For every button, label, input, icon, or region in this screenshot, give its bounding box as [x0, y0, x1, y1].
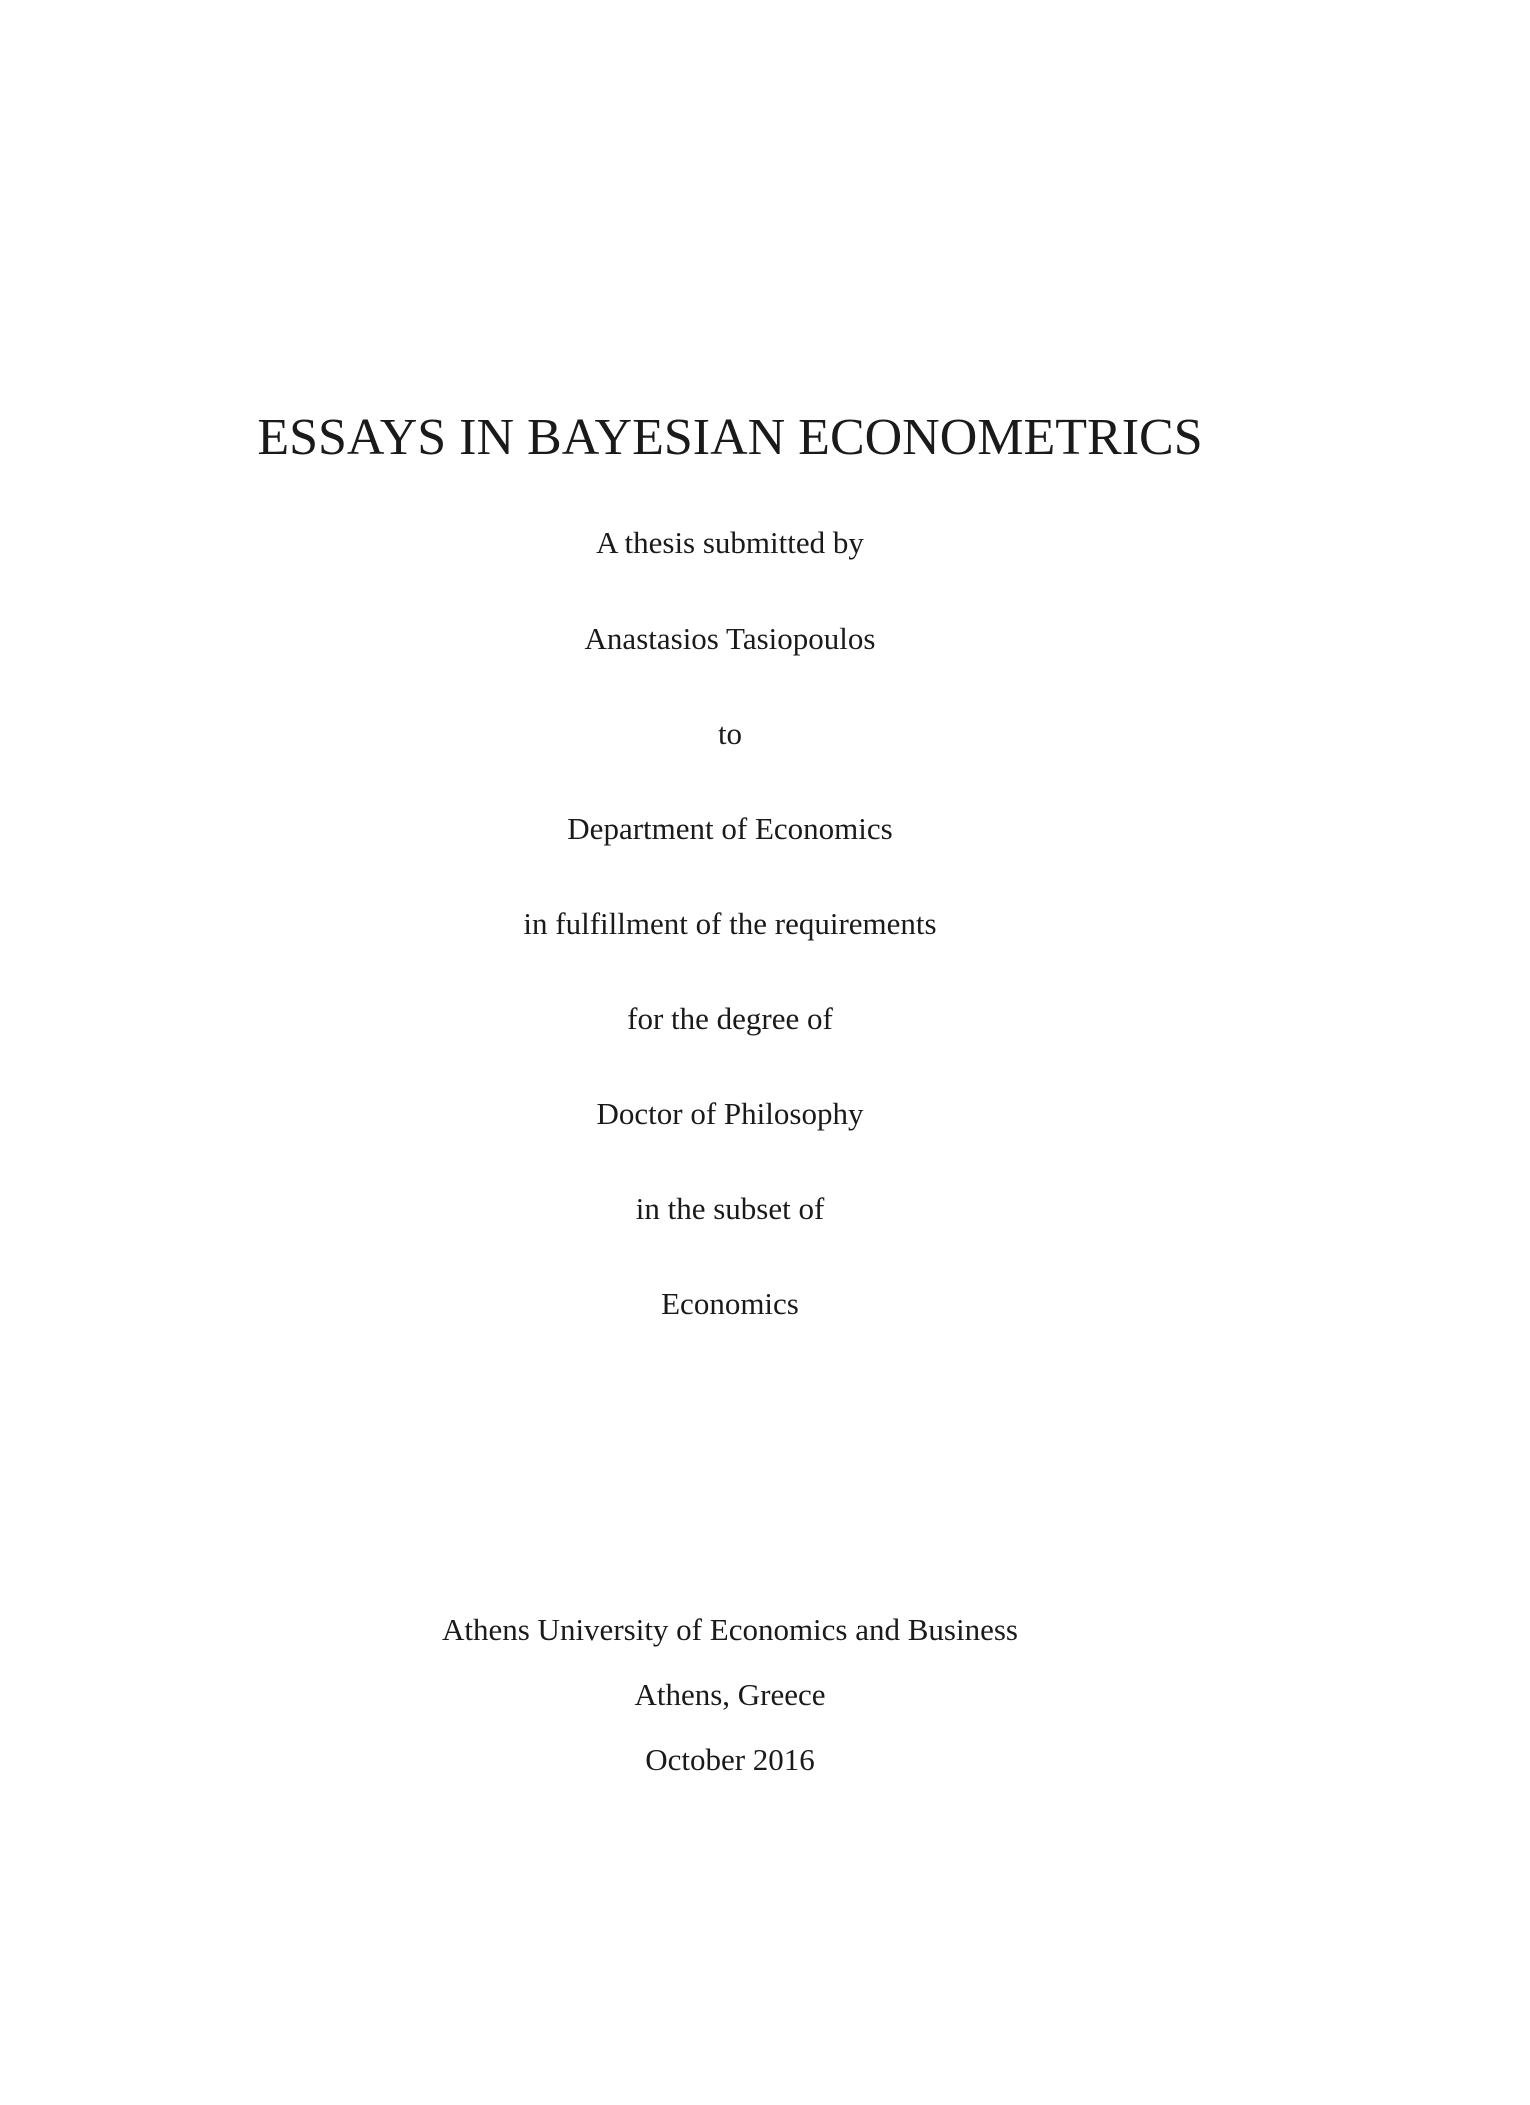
subject-name: Economics [661, 1286, 799, 1321]
department-name: Department of Economics [567, 811, 893, 846]
degree-of-line: for the degree of [627, 1001, 833, 1036]
institution-name: Athens University of Economics and Business [441, 1612, 1018, 1647]
author-name: Anastasios Tasiopoulos [584, 621, 876, 656]
degree-name: Doctor of Philosophy [596, 1096, 864, 1131]
fulfillment-line: in fulfillment of the requirements [523, 906, 937, 941]
submitted-by-line: A thesis submitted by [596, 525, 864, 560]
submission-date: October 2016 [645, 1742, 815, 1777]
location-text: Athens, Greece [634, 1677, 826, 1712]
to-line: to [717, 716, 743, 751]
subset-line: in the subset of [635, 1191, 825, 1226]
thesis-title: ESSAYS IN BAYESIAN ECONOMETRICS [257, 409, 1203, 466]
